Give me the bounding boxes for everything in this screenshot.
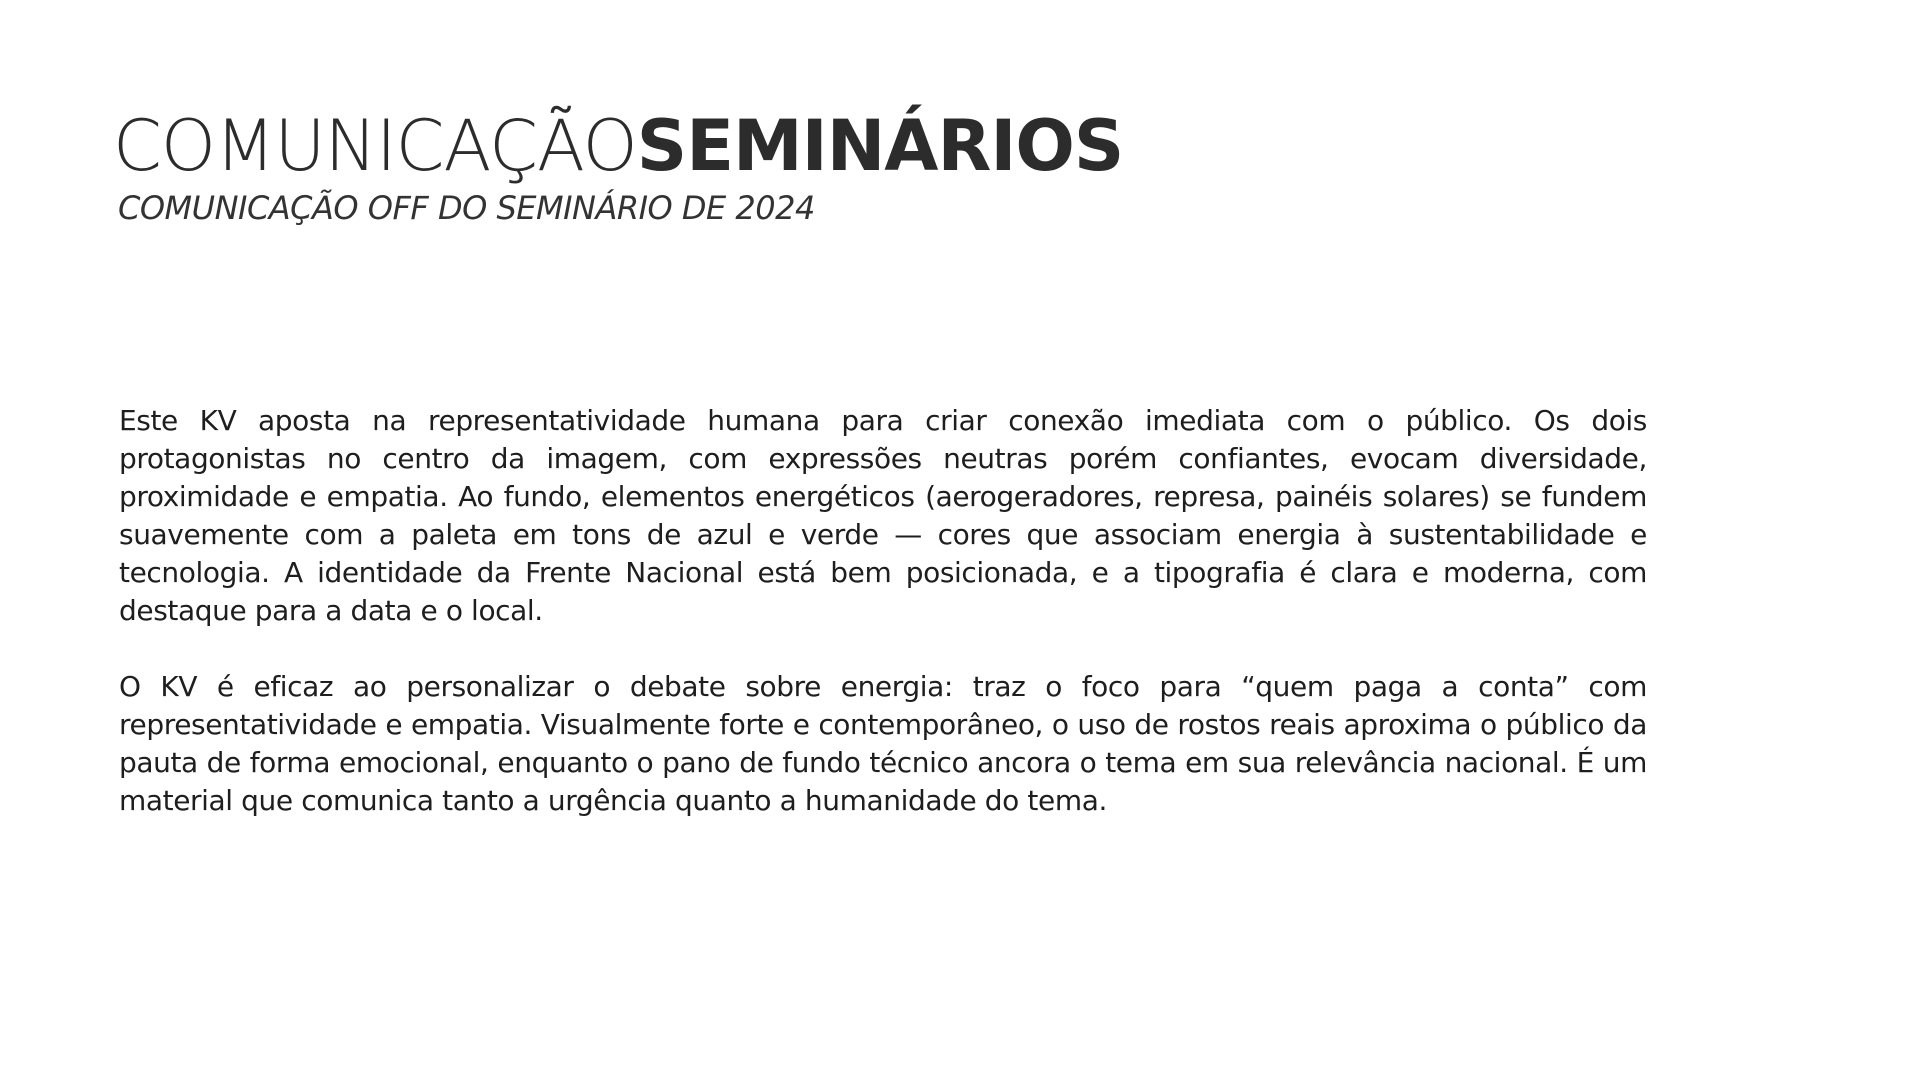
paragraph-1: Este KV aposta na representatividade humana para criar conexão imediata com o público. Os dois protagonistas no centro da imagem, com expressões neutras porém confiantes, evocam diversidade, proximidade e empatia. Ao fundo, elementos energéticos (aerogeradores, represa, painéis solares) se fundem suavemente com a paleta em tons de azul e verde — cores que associam energia à sustentabilidade e tecnologia. A identidade da Frente Nacional está bem posicionada, e a tipografia é clara e moderna, com destaque para a data e o local. bbox=[119, 404, 1647, 627]
title-light: COMUNICAÇÃO bbox=[113, 105, 637, 187]
paragraph-2: O KV é eficaz ao personalizar o debate sobre energia: traz o foco para “quem paga a conta” com representatividade e empatia. Visualmente forte e contemporâneo, o uso de rostos reais aproxima o público da pauta de forma emocional, enquanto o pano de fundo técnico ancora o tema em sua relevância nacional. É um material que comunica tanto a urgência quanto a humanidade do tema. bbox=[119, 670, 1647, 817]
title-bold: SEMINÁRIOS bbox=[636, 105, 1124, 187]
body-text bbox=[119, 402, 1647, 820]
page-title bbox=[113, 104, 1123, 188]
page-subtitle: COMUNICAÇÃO OFF DO SEMINÁRIO DE 2024 bbox=[118, 189, 815, 227]
